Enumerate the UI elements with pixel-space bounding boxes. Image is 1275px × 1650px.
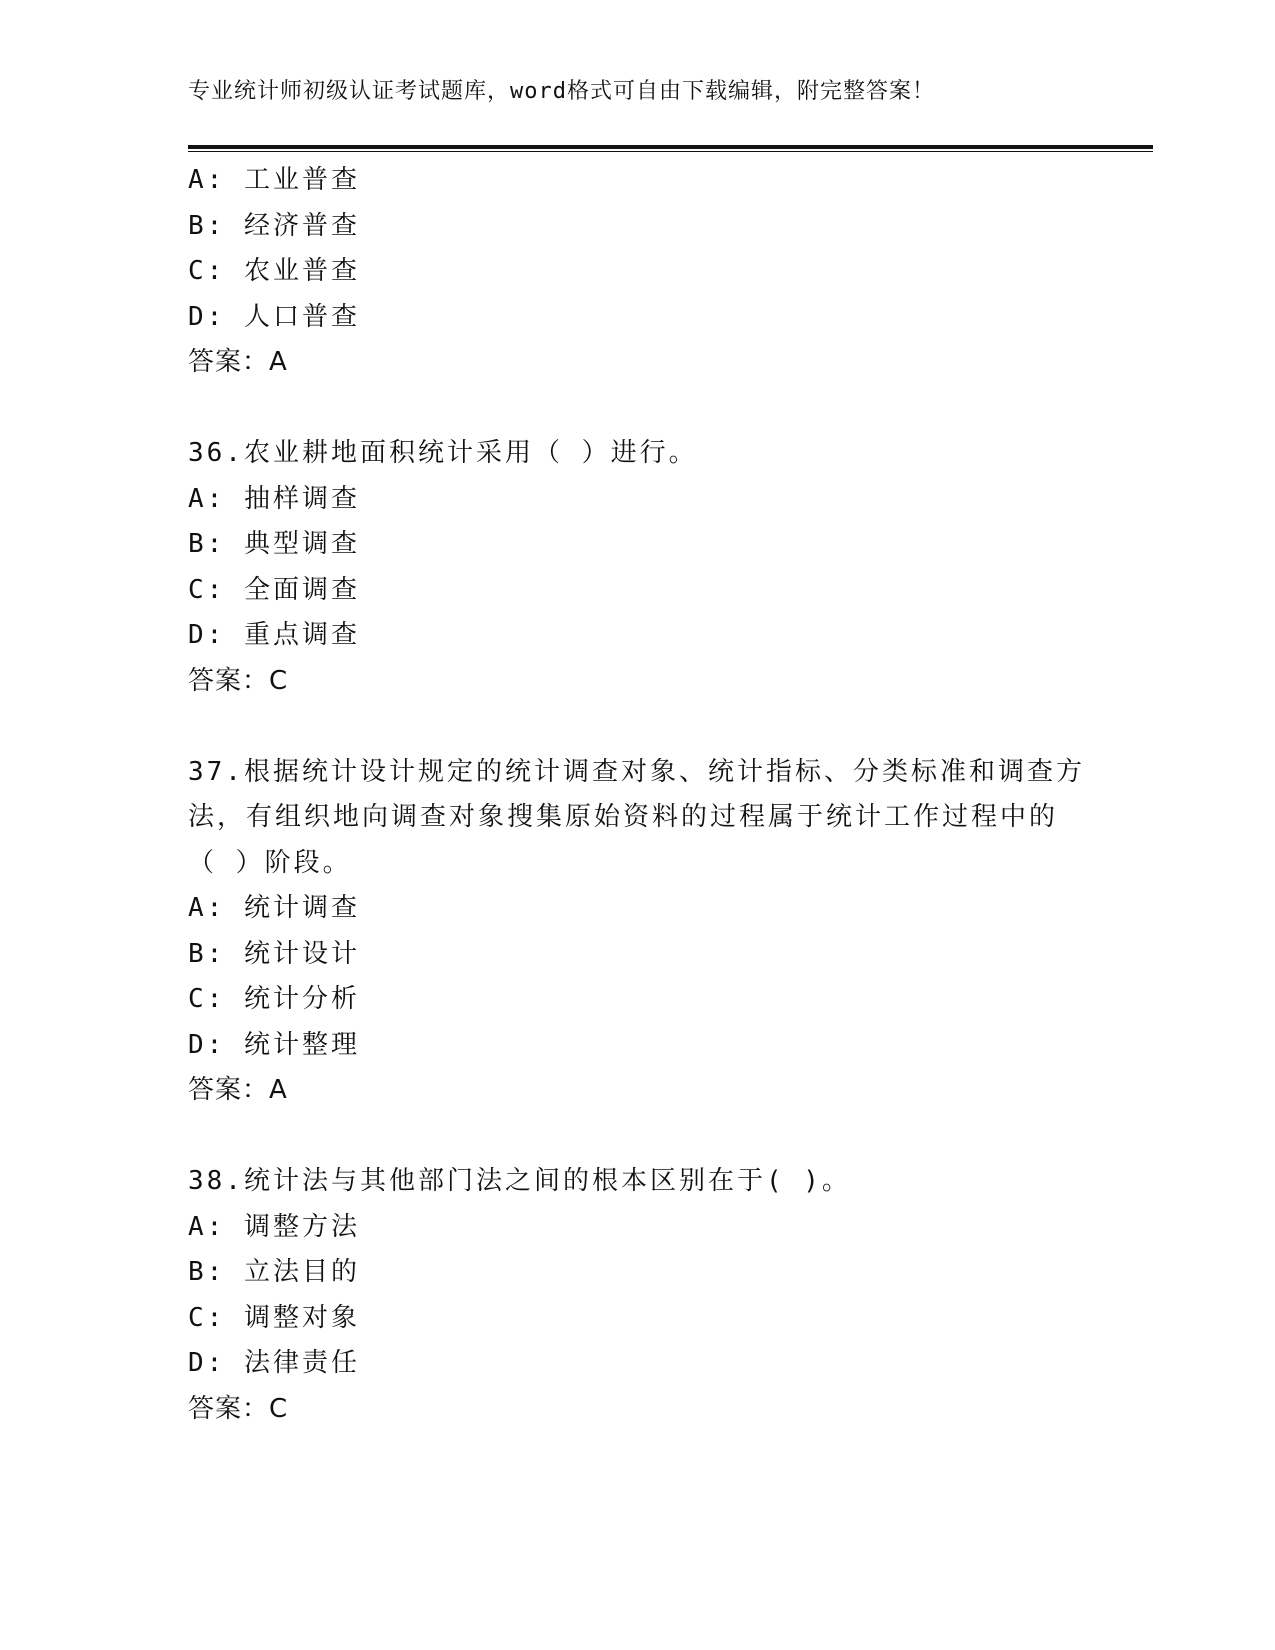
- question-35-block: [188, 158, 1088, 386]
- question-content: [188, 158, 1088, 1432]
- option-b: B: 经济普查: [188, 210, 360, 241]
- option-a: A: 调整方法: [188, 1211, 360, 1242]
- option-c: C: 全面调查: [188, 574, 360, 605]
- answer-line: 答案：A: [188, 347, 288, 377]
- question-stem: 36.农业耕地面积统计采用（ ）进行。: [188, 438, 698, 468]
- option-c: C: 统计分析: [188, 984, 360, 1014]
- question-stem-line-2: 法，有组织地向调查对象搜集原始资料的过程属于统计工作过程中的: [188, 802, 1059, 832]
- header-rule-thin: [188, 151, 1153, 152]
- option-a: A: 工业普查: [188, 165, 360, 195]
- question-stem: 38.统计法与其他部门法之间的根本区别在于( )。: [188, 1166, 851, 1196]
- page-header: 专业统计师初级认证考试题库，word格式可自由下载编辑，附完整答案！: [188, 79, 935, 104]
- option-a: A: 抽样调查: [188, 483, 360, 514]
- option-d: D: 统计整理: [188, 1029, 360, 1060]
- option-d: D: 人口普查: [188, 301, 360, 332]
- option-a: A: 统计调查: [188, 893, 360, 923]
- option-d: D: 法律责任: [188, 1348, 360, 1378]
- option-d: D: 重点调查: [188, 620, 360, 650]
- option-c: C: 农业普查: [188, 256, 360, 286]
- option-b: B: 统计设计: [188, 938, 360, 969]
- option-c: C: 调整对象: [188, 1302, 360, 1333]
- header-rule-thick: [188, 145, 1153, 149]
- question-spacer: [188, 386, 1088, 432]
- question-36-block: [188, 431, 1088, 704]
- answer-line: 答案：C: [188, 665, 289, 696]
- question-spacer: [188, 1114, 1088, 1160]
- question-spacer: [188, 704, 1088, 750]
- answer-line: 答案：C: [188, 1393, 289, 1424]
- question-stem-line-3: （ ）阶段。: [188, 847, 352, 878]
- question-stem-line-1: 37.根据统计设计规定的统计调查对象、统计指标、分类标准和调查方: [188, 756, 1085, 787]
- option-b: B: 典型调查: [188, 529, 360, 559]
- option-b: B: 立法目的: [188, 1257, 360, 1287]
- question-38-block: [188, 1159, 1088, 1432]
- answer-line: 答案：A: [188, 1075, 288, 1105]
- question-37-block: [188, 750, 1088, 1114]
